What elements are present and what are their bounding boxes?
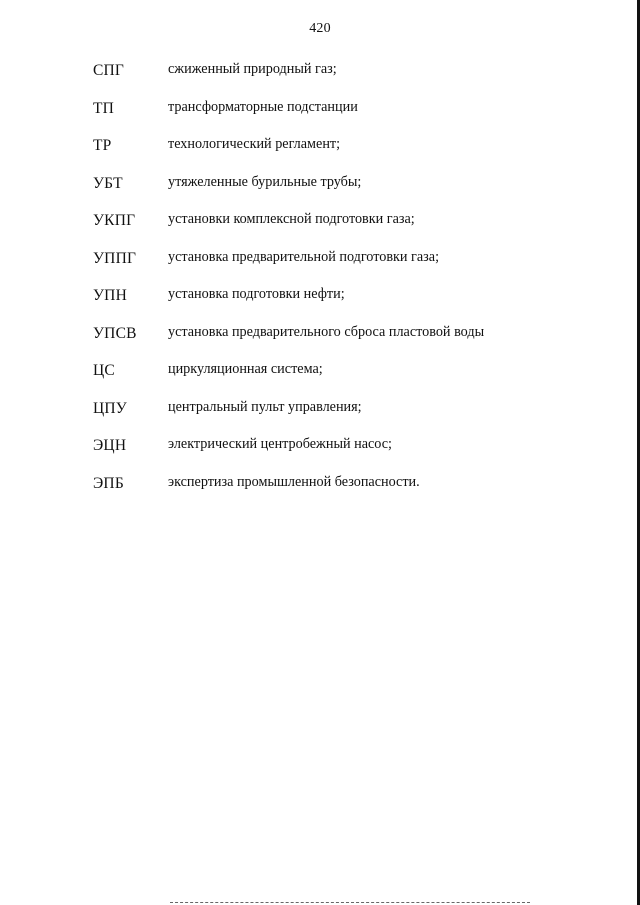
abbreviation-row <box>0 137 640 175</box>
abbreviation: УПСВ <box>93 324 137 342</box>
abbreviation-row <box>0 400 640 438</box>
abbreviation: ТР <box>93 137 112 154</box>
abbreviation-definition: трансформаторные подстанции <box>168 98 358 115</box>
abbreviation: ЦС <box>93 362 115 379</box>
abbreviation-row <box>0 325 640 363</box>
abbreviation-definition: установка подготовки нефти; <box>168 286 345 302</box>
abbreviation-row <box>0 287 640 325</box>
abbreviation: СПГ <box>93 62 125 79</box>
abbreviation: УППГ <box>93 249 137 267</box>
abbreviation-definition: установка предварительного сброса пластовой воды <box>168 323 485 340</box>
abbreviation-definition: электрический центробежный насос; <box>168 436 392 452</box>
abbreviation-row <box>0 437 640 475</box>
abbreviation-definition: сжиженный природный газ; <box>168 61 337 77</box>
abbreviation-row <box>0 250 640 288</box>
abbreviation: ЭПБ <box>93 474 124 492</box>
abbreviation-row <box>0 175 640 213</box>
abbreviation-definition: технологический регламент; <box>168 136 341 152</box>
abbreviation-definition: установки комплексной подготовки газа; <box>168 211 415 227</box>
abbreviation: ЭЦН <box>93 437 127 454</box>
abbreviation-row <box>0 212 640 250</box>
abbreviation-row <box>0 362 640 400</box>
abbreviation-definition: циркуляционная система; <box>168 361 323 377</box>
abbreviation-row <box>0 100 640 138</box>
abbreviation-definition: центральный пульт управления; <box>168 398 362 415</box>
page-number: 420 <box>309 21 331 36</box>
abbreviation: ТП <box>93 99 115 117</box>
abbreviation-list <box>0 62 640 512</box>
abbreviation: УПН <box>93 287 127 304</box>
abbreviation: ЦПУ <box>93 399 127 417</box>
abbreviation: УБТ <box>93 174 123 192</box>
abbreviation-definition: экспертиза промышленной безопасности. <box>168 473 420 490</box>
page-bottom-edge <box>170 901 530 903</box>
abbreviation-row <box>0 475 640 513</box>
abbreviation: УКПГ <box>93 212 136 229</box>
abbreviation-definition: установка предварительной подготовки газа; <box>168 248 440 265</box>
abbreviation-definition: утяжеленные бурильные трубы; <box>168 173 362 190</box>
abbreviation-row <box>0 62 640 100</box>
